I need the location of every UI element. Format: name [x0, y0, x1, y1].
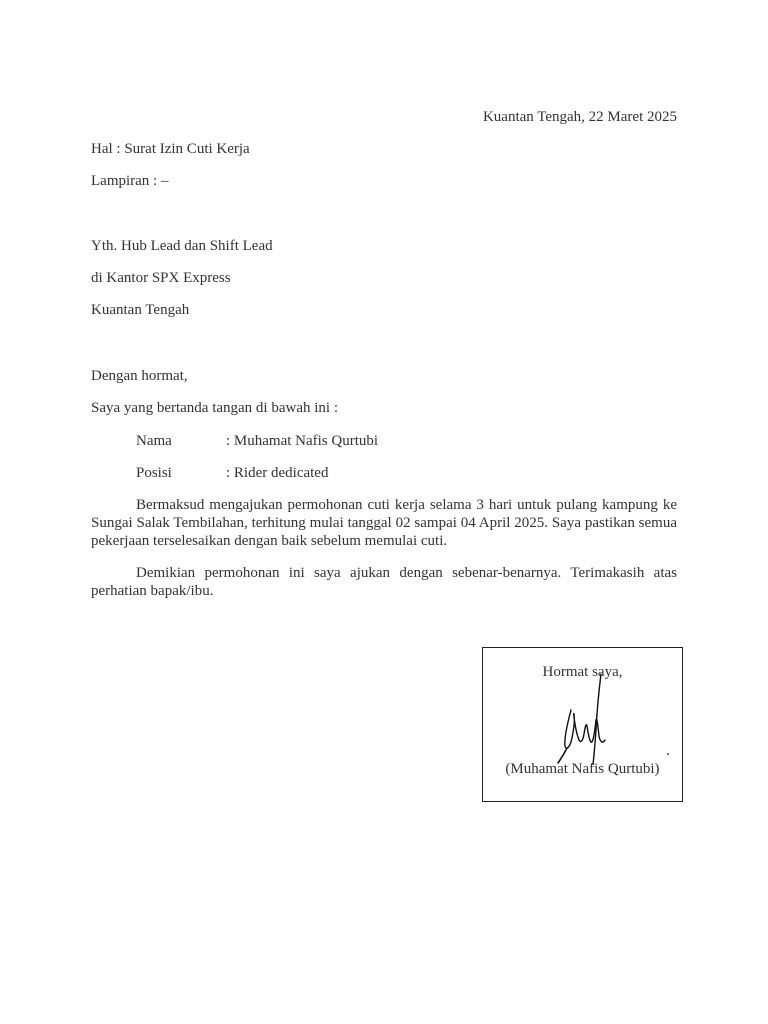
- field-value-position: : Rider dedicated: [226, 465, 329, 481]
- letter-attachment: Lampiran : –: [91, 173, 169, 189]
- signature-box: [482, 647, 683, 802]
- greeting: Dengan hormat,: [91, 368, 188, 384]
- field-value-name: : Muhamat Nafis Qurtubi: [226, 433, 379, 449]
- place-date: Kuantan Tengah, 22 Maret 2025: [482, 109, 677, 125]
- body-paragraph: Bermaksud mengajukan permohonan cuti kerja selama 3 hari untuk pulang kampung ke Sungai Salak Tembilahan, terhitung mulai tanggal 02 sampai 04 April 2025. Saya pastikan semua pekerjaan terselesaikan dengan baik sebelum memulai cuti.: [91, 497, 677, 549]
- intro-text: Saya yang bertanda tangan di bawah ini :: [91, 400, 339, 416]
- signatory-name: (Muhamat Nafis Qurtubi): [505, 761, 660, 777]
- closing-paragraph: Demikian permohonan ini saya ajukan dengan sebenar-benarnya. Terimakasih atas perhatian bapak/ibu.: [91, 565, 677, 599]
- stray-dot: [667, 753, 669, 755]
- handwritten-signature: [549, 670, 619, 765]
- recipient-line-1: Yth. Hub Lead dan Shift Lead: [91, 238, 273, 254]
- letter-subject: Hal : Surat Izin Cuti Kerja: [91, 141, 250, 157]
- signature-closing: Hormat saya,: [542, 664, 623, 680]
- field-label-position: Posisi: [136, 465, 172, 481]
- field-label-name: Nama: [136, 433, 172, 449]
- recipient-line-3: Kuantan Tengah: [91, 302, 190, 318]
- recipient-line-2: di Kantor SPX Express: [91, 270, 231, 286]
